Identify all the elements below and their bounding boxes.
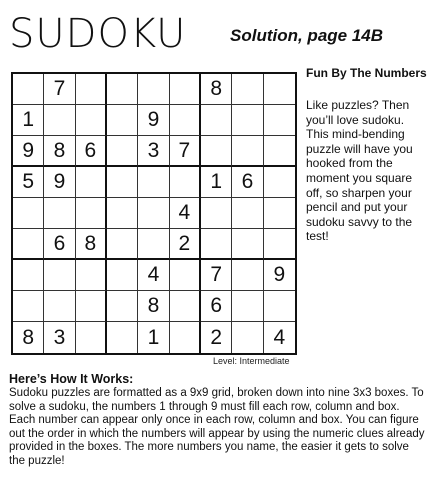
sudoku-cell-r9c8[interactable] <box>232 322 263 353</box>
sudoku-cell-r2c4[interactable] <box>107 105 138 136</box>
sudoku-cell-r5c6[interactable]: 4 <box>170 198 201 229</box>
sudoku-cell-r2c2[interactable] <box>44 105 75 136</box>
sudoku-cell-r2c6[interactable] <box>170 105 201 136</box>
sudoku-cell-r6c5[interactable] <box>138 229 169 260</box>
sudoku-cell-r8c1[interactable] <box>13 291 44 322</box>
sudoku-cell-r8c5[interactable]: 8 <box>138 291 169 322</box>
sudoku-cell-r6c6[interactable]: 2 <box>170 229 201 260</box>
sudoku-cell-r4c4[interactable] <box>107 167 138 198</box>
sudoku-cell-r1c8[interactable] <box>232 74 263 105</box>
sidebar-heading: Fun By The Numbers <box>306 66 427 80</box>
sudoku-cell-r3c9[interactable] <box>264 136 295 167</box>
sudoku-cell-r7c1[interactable] <box>13 260 44 291</box>
sudoku-cell-r9c4[interactable] <box>107 322 138 353</box>
sudoku-cell-r5c1[interactable] <box>13 198 44 229</box>
sudoku-cell-r6c2[interactable]: 6 <box>44 229 75 260</box>
sudoku-cell-r9c6[interactable] <box>170 322 201 353</box>
sudoku-cell-r4c2[interactable]: 9 <box>44 167 75 198</box>
sudoku-cell-r7c4[interactable] <box>107 260 138 291</box>
sudoku-cell-r6c8[interactable] <box>232 229 263 260</box>
sidebar <box>306 66 428 244</box>
sudoku-cell-r1c3[interactable] <box>76 74 107 105</box>
sudoku-cell-r5c4[interactable] <box>107 198 138 229</box>
sudoku-cell-r9c3[interactable] <box>76 322 107 353</box>
solution-reference: Solution, page 14B <box>230 26 384 45</box>
sudoku-cell-r4c7[interactable]: 1 <box>201 167 232 198</box>
sudoku-cell-r7c5[interactable]: 4 <box>138 260 169 291</box>
sudoku-cell-r5c7[interactable] <box>201 198 232 229</box>
sudoku-cell-r8c8[interactable] <box>232 291 263 322</box>
sudoku-cell-r2c8[interactable] <box>232 105 263 136</box>
puzzle-title: SUDOKU <box>9 11 187 57</box>
sudoku-cell-r4c5[interactable] <box>138 167 169 198</box>
sudoku-cell-r1c9[interactable] <box>264 74 295 105</box>
sudoku-cell-r1c1[interactable] <box>13 74 44 105</box>
difficulty-level: Level: Intermediate <box>213 356 290 366</box>
sudoku-cell-r6c3[interactable]: 8 <box>76 229 107 260</box>
sudoku-cell-r3c1[interactable]: 9 <box>13 136 44 167</box>
sudoku-cell-r9c5[interactable]: 1 <box>138 322 169 353</box>
sudoku-cell-r1c5[interactable] <box>138 74 169 105</box>
instructions-body: Sudoku puzzles are formatted as a 9x9 grid, broken down into nine 3x3 boxes. To solve a sudoku, the numbers 1 through 9 must fill each row, column and box. Each number can appear only once in each row, column and box. You can figure out the order in which the numbers will appear by using the numeric clues already provided in the boxes. The more numbers you name, the easier it gets to solve the puzzle! <box>9 387 425 467</box>
sudoku-cell-r3c3[interactable]: 6 <box>76 136 107 167</box>
sudoku-cell-r7c3[interactable] <box>76 260 107 291</box>
sudoku-cell-r4c3[interactable] <box>76 167 107 198</box>
sudoku-cell-r6c7[interactable] <box>201 229 232 260</box>
sudoku-cell-r5c2[interactable] <box>44 198 75 229</box>
sudoku-cell-r8c7[interactable]: 6 <box>201 291 232 322</box>
sudoku-cell-r3c7[interactable] <box>201 136 232 167</box>
sudoku-cell-r4c6[interactable] <box>170 167 201 198</box>
sudoku-cell-r5c8[interactable] <box>232 198 263 229</box>
sudoku-cell-r3c4[interactable] <box>107 136 138 167</box>
sudoku-cell-r7c8[interactable] <box>232 260 263 291</box>
sudoku-cell-r1c6[interactable] <box>170 74 201 105</box>
sudoku-cell-r5c9[interactable] <box>264 198 295 229</box>
sudoku-cell-r4c9[interactable] <box>264 167 295 198</box>
instructions-heading: Here’s How It Works: <box>9 372 134 386</box>
sudoku-cell-r9c9[interactable]: 4 <box>273 325 286 349</box>
sudoku-cell-r9c7[interactable]: 2 <box>201 322 232 353</box>
sudoku-cell-r8c9[interactable] <box>264 291 295 322</box>
sudoku-cell-r7c6[interactable] <box>170 260 201 291</box>
sidebar-body: Like puzzles? Then you’ll love sudoku. This mind-bending puzzle will have you hooked from the moment you square off, so sharpen your pencil and put your sudoku savvy to the test! <box>306 98 413 244</box>
sudoku-cell-r2c9[interactable] <box>264 105 295 136</box>
sudoku-cell-r6c1[interactable] <box>13 229 44 260</box>
sudoku-cell-r8c6[interactable] <box>170 291 201 322</box>
sudoku-cell-r3c8[interactable] <box>232 136 263 167</box>
sudoku-cell-r5c3[interactable] <box>76 198 107 229</box>
sudoku-cell-r8c4[interactable] <box>107 291 138 322</box>
sudoku-cell-r8c3[interactable] <box>76 291 107 322</box>
sudoku-cell-r7c9[interactable]: 9 <box>264 260 295 291</box>
sudoku-cell-r9c1[interactable]: 8 <box>13 322 44 353</box>
sudoku-cell-r7c2[interactable] <box>44 260 75 291</box>
sudoku-cell-r2c1[interactable]: 1 <box>13 105 44 136</box>
sudoku-cell-r1c2[interactable]: 7 <box>44 74 75 105</box>
sudoku-cell-r6c4[interactable] <box>107 229 138 260</box>
sudoku-grid <box>13 74 295 353</box>
sudoku-cell-r9c2[interactable]: 3 <box>44 322 75 353</box>
sudoku-cell-r5c5[interactable] <box>138 198 169 229</box>
sudoku-cell-r4c8[interactable]: 6 <box>232 167 263 198</box>
sudoku-cell-r8c2[interactable] <box>44 291 75 322</box>
sudoku-cell-r2c3[interactable] <box>76 105 107 136</box>
sudoku-cell-r3c2[interactable]: 8 <box>44 136 75 167</box>
sudoku-cell-r2c5[interactable]: 9 <box>138 105 169 136</box>
sudoku-board <box>11 72 297 355</box>
sudoku-cell-r6c9[interactable] <box>264 229 295 260</box>
sudoku-cell-r3c6[interactable]: 7 <box>170 136 201 167</box>
instructions <box>9 372 425 469</box>
sudoku-cell-r2c7[interactable] <box>201 105 232 136</box>
sudoku-cell-r1c4[interactable] <box>107 74 138 105</box>
sudoku-cell-r4c1[interactable]: 5 <box>13 167 44 198</box>
sudoku-cell-r7c7[interactable]: 7 <box>201 260 232 291</box>
sudoku-cell-r3c5[interactable]: 3 <box>138 136 169 167</box>
sudoku-cell-r1c7[interactable]: 8 <box>201 74 232 105</box>
